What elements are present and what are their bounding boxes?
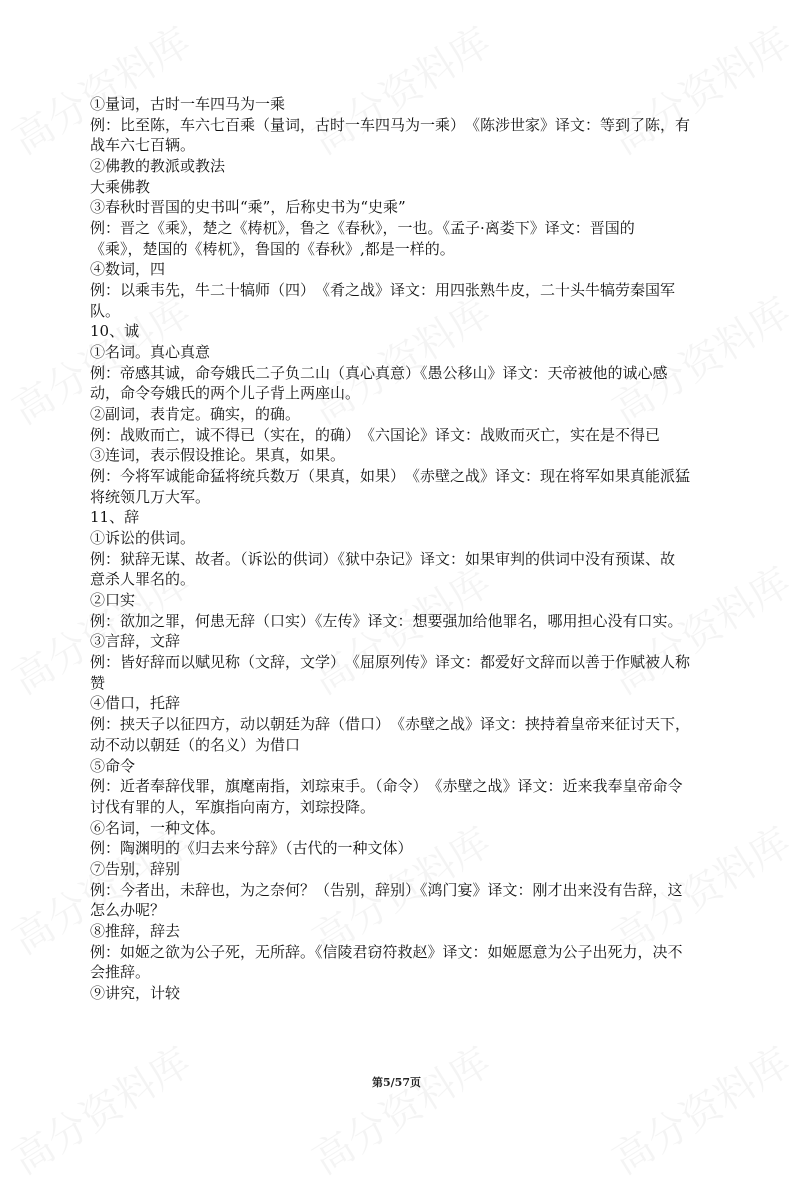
document-body	[90, 94, 730, 1004]
text-line: 例：以乘韦先，牛二十犒师（四） 《肴之战》译文：用四张熟牛皮，二十头牛犒劳秦国军	[90, 281, 676, 300]
text-line: 例：今将军诚能命猛将统兵数万（果真，如果） 《赤壁之战》译文：现在将军如果真能派猛	[90, 467, 691, 486]
text-line: 将统领几万大军。	[90, 487, 211, 506]
text-line: ②佛教的教派或教法	[90, 157, 226, 176]
text-line: ①诉讼的供词。	[90, 529, 196, 548]
text-line: ⑥名词，一种文体。	[90, 818, 226, 837]
text-line: ③连词，表示假设推论。果真，如果。	[90, 446, 346, 465]
text-line: 动，命令夸娥氏的两个儿子背上两座山。	[90, 384, 361, 403]
text-line: 动不动以朝廷（的名义）为借口	[90, 735, 301, 754]
text-line: 赞	[90, 673, 106, 692]
text-line: 战车六七百辆。	[90, 136, 196, 155]
watermark-text	[600, 1031, 793, 1185]
text-line: 意杀人罪名的。	[90, 570, 196, 589]
text-line: 例：今者出，未辞也，为之奈何？（告别，辞别）《鸿门宴》译文：刚才出来没有告辞，这	[90, 880, 683, 899]
text-line: ⑧推辞，辞去	[90, 921, 181, 940]
text-line: 会推辞。	[90, 963, 151, 982]
text-line: 队。	[90, 301, 121, 320]
text-line: 例：挟天子以征四方，动以朝廷为辞（借口） 《赤壁之战》译文：挟持着皇帝来征讨天下，	[90, 715, 691, 734]
text-line: 怎么办呢？	[90, 901, 166, 920]
text-line: 讨伐有罪的人，军旗指向南方，刘琮投降。	[90, 797, 376, 816]
text-line: ④数词，四	[90, 260, 166, 279]
text-line: 例：皆好辞而以赋见称（文辞，文学） 《屈原列传》译文：都爱好文辞而以善于作赋被人称	[90, 653, 691, 672]
text-line: 例：欲加之罪，何患无辞（口实）《左传》译文：想要强加给他罪名，哪用担心没有口实。	[90, 611, 683, 630]
text-line: 例：狱辞无谋、故者。（诉讼的供词）《狱中杂记》译文：如果审判的供词中没有预谋、故	[90, 549, 676, 568]
text-line: ①名词。真心真意	[90, 343, 211, 362]
text-line: ①量词，古时一车四马为一乘	[90, 95, 286, 113]
text-line: ⑤命令	[90, 756, 136, 775]
text-line: 例：如姬之欲为公子死，无所辞。《信陵君窃符救赵》译文：如姬愿意为公子出死力，决不	[90, 942, 683, 961]
text-line: 例：战败而亡，诚不得已（实在，的确） 《六国论》译文：战败而灭亡，实在是不得已	[90, 425, 661, 444]
text-line: 例：晋之《乘》，楚之《梼杌》，鲁之《春秋》，一也。《孟子·离娄下》译文：晋国的	[90, 219, 635, 238]
text-line: 例：比至陈，车六七百乘（量词，古时一车四马为一乘） 《陈涉世家》译文：等到了陈，有	[90, 115, 691, 134]
watermark-text	[0, 1031, 200, 1185]
text-line: 10、诚	[90, 322, 140, 341]
text-line: 《乘》，楚国的《梼杌》，鲁国的《春秋》,都是一样的。	[90, 239, 455, 258]
text-line: ②口实	[90, 591, 136, 610]
text-line: ⑨讲究，计较	[90, 983, 181, 1002]
text-line: ⑦告别，辞别	[90, 859, 181, 878]
text-line: 例：陶渊明的《归去来兮辞》（古代的一种文体）	[90, 839, 413, 858]
watermark-text	[300, 1031, 500, 1185]
text-line: 大乘佛教	[90, 177, 151, 196]
text-line: ③春秋时晋国的史书叫“乘”，后称史书为“史乘”	[90, 198, 406, 217]
text-line: ④借口，托辞	[90, 694, 181, 713]
text-line: 例：近者奉辞伐罪，旗麾南指，刘琮束手。（命令） 《赤壁之战》译文：近来我奉皇帝命令	[90, 777, 683, 796]
text-line: ②副词，表肯定。确实，的确。	[90, 405, 301, 424]
page-number: 第5/57页	[372, 1076, 421, 1089]
text-line: 例：帝感其诚，命夸娥氏二子负二山（真心真意）《愚公移山》译文：天帝被他的诚心感	[90, 363, 668, 382]
text-line: ③言辞，文辞	[90, 632, 181, 651]
text-line: 11、辞	[90, 508, 140, 527]
